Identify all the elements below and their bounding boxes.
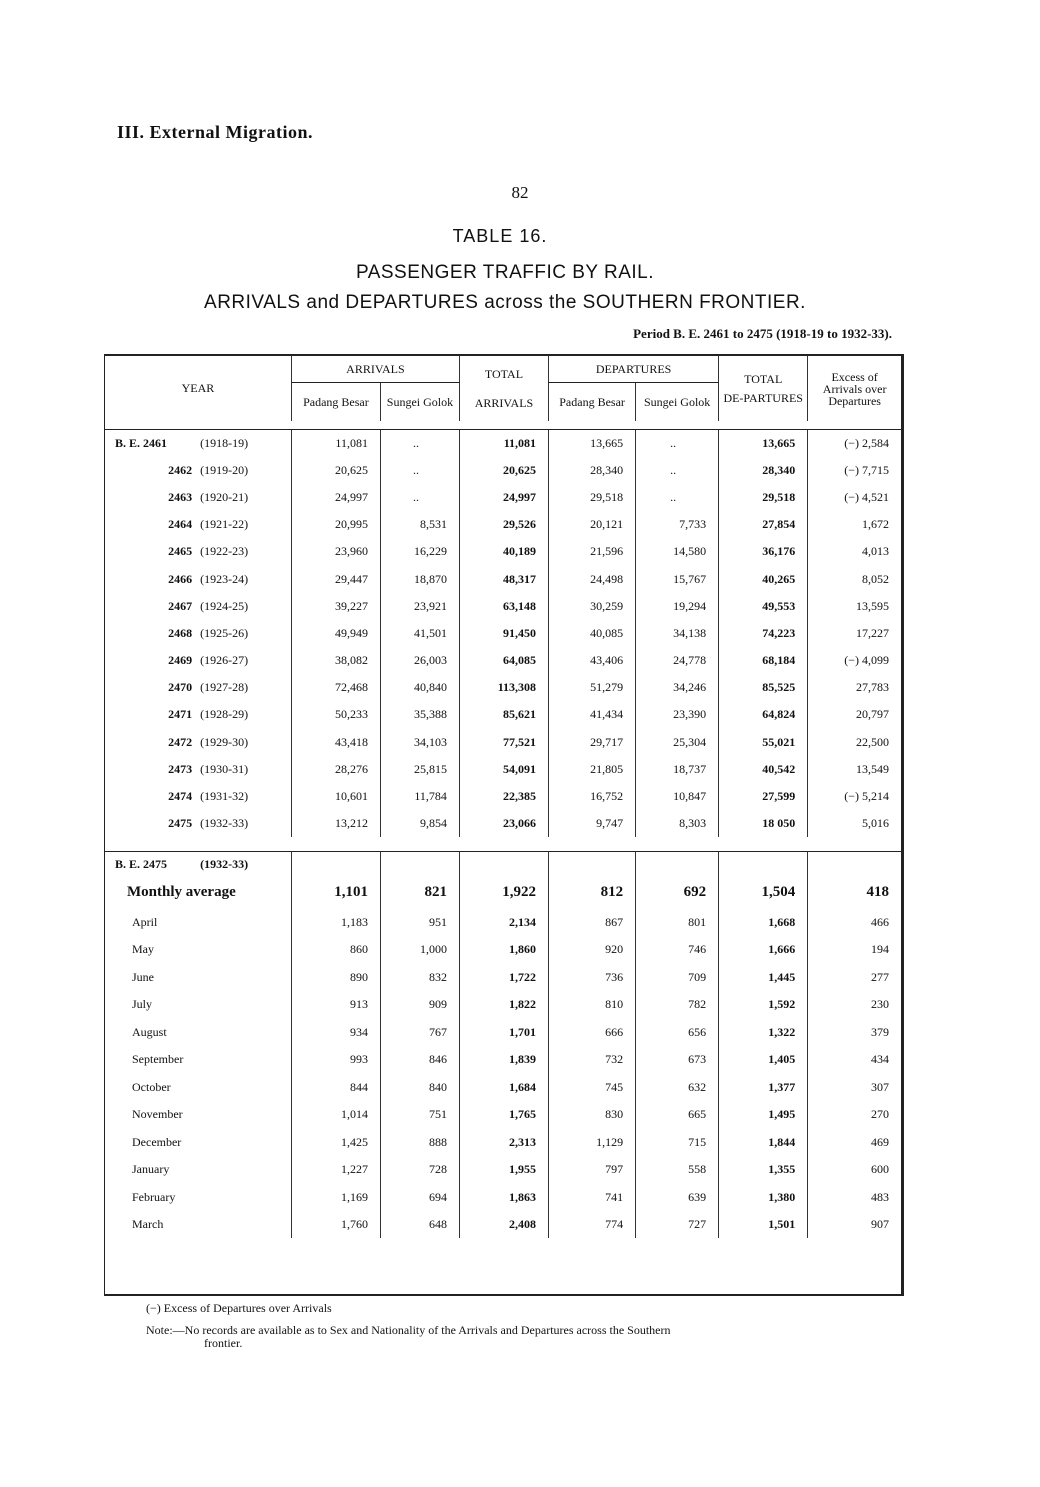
row-period: (1932-33) — [200, 816, 249, 831]
row-period: (1929-30) — [200, 734, 249, 749]
cell-sg-dep: 801 — [636, 908, 719, 936]
cell-tot-dep: 1,355 — [719, 1156, 808, 1184]
header-total-departures — [719, 356, 808, 421]
cell-sg-arr: 18,870 — [380, 565, 459, 592]
cell-sg-arr: 26,003 — [380, 647, 459, 674]
cell-sg-dep: 8,303 — [636, 810, 719, 837]
header-total-departures-top: TOTAL — [744, 371, 783, 386]
cell-pb-arr: 38,082 — [291, 647, 380, 674]
monthly-be: B. E. 2475 — [115, 856, 168, 871]
avg-sg-dep: 692 — [636, 876, 719, 908]
cell-pb-dep: 24,498 — [549, 565, 636, 592]
header-arrivals: ARRIVALS — [291, 356, 459, 383]
cell-sg-dep: 558 — [636, 1156, 719, 1184]
cell-sg-dep: 10,847 — [636, 783, 719, 810]
cell-pb-arr: 934 — [291, 1018, 380, 1046]
table-row — [105, 647, 901, 674]
cell-pb-dep: 29,518 — [549, 484, 636, 511]
cell-excess: 4,013 — [808, 538, 901, 565]
cell-pb-arr: 13,212 — [291, 810, 380, 837]
cell-sg-arr: 40,840 — [380, 674, 459, 701]
cell-tot-arr: 1,765 — [459, 1101, 548, 1129]
cell-tot-dep: 1,844 — [719, 1128, 808, 1156]
cell-pb-arr: 49,949 — [291, 620, 380, 647]
cell-tot-arr: 1,822 — [459, 991, 548, 1019]
cell-excess: 1,672 — [808, 511, 901, 538]
cell-pb-dep: 20,121 — [549, 511, 636, 538]
cell-tot-dep: 1,405 — [719, 1046, 808, 1074]
cell-pb-arr: 1,183 — [291, 908, 380, 936]
monthly-period: (1932-33) — [200, 856, 249, 871]
cell-pb-dep: 9,747 — [549, 810, 636, 837]
row-period: (1924-25) — [200, 598, 249, 613]
cell-pb-dep: 830 — [549, 1101, 636, 1129]
footnote-note — [146, 1324, 886, 1350]
cell-excess: 434 — [808, 1046, 901, 1074]
row-month: December — [132, 1134, 182, 1149]
table-row — [105, 729, 901, 756]
cell-sg-arr: 648 — [380, 1211, 459, 1239]
cell-excess: 600 — [808, 1156, 901, 1184]
cell-pb-dep: 21,596 — [549, 538, 636, 565]
traffic-table — [105, 356, 901, 1238]
cell-excess: 307 — [808, 1073, 901, 1101]
cell-sg-dep: 14,580 — [636, 538, 719, 565]
cell-tot-arr: 1,701 — [459, 1018, 548, 1046]
cell-tot-arr: 24,997 — [459, 484, 548, 511]
avg-sg-arr: 821 — [380, 876, 459, 908]
row-be-year: 2474 — [168, 789, 193, 804]
title-line-1: PASSENGER TRAFFIC BY RAIL. — [355, 262, 655, 283]
cell-tot-dep: 55,021 — [719, 729, 808, 756]
row-month: August — [132, 1024, 167, 1039]
cell-tot-arr: 54,091 — [459, 756, 548, 783]
cell-sg-arr: 751 — [380, 1101, 459, 1129]
cell-sg-dep: 24,778 — [636, 647, 719, 674]
row-month: March — [132, 1217, 164, 1232]
table-row — [105, 457, 901, 484]
cell-sg-dep: 25,304 — [636, 729, 719, 756]
cell-sg-arr: 9,854 — [380, 810, 459, 837]
cell-tot-arr: 2,313 — [459, 1128, 548, 1156]
cell-tot-arr: 48,317 — [459, 565, 548, 592]
table-row — [105, 1101, 901, 1129]
cell-pb-dep: 21,805 — [549, 756, 636, 783]
cell-tot-arr: 1,860 — [459, 936, 548, 964]
cell-excess: 27,783 — [808, 674, 901, 701]
cell-excess: 8,052 — [808, 565, 901, 592]
table-row — [105, 936, 901, 964]
period-note: Period B. E. 2461 to 2475 (1918-19 to 1932-33). — [633, 326, 892, 341]
cell-excess: 17,227 — [808, 620, 901, 647]
footnote-note-line-1: Note:—No records are available as to Sex and Nationality of the Arrivals and Departures across the Southern — [146, 1323, 671, 1337]
table-row — [105, 538, 901, 565]
table-row — [105, 810, 901, 837]
cell-pb-dep: 51,279 — [549, 674, 636, 701]
row-month: September — [132, 1052, 184, 1067]
cell-tot-dep: 64,824 — [719, 701, 808, 728]
cell-pb-arr: 24,997 — [291, 484, 380, 511]
table-row — [105, 1018, 901, 1046]
cell-tot-dep: 1,495 — [719, 1101, 808, 1129]
cell-sg-arr: 728 — [380, 1156, 459, 1184]
cell-excess: (−) 5,214 — [808, 783, 901, 810]
page-number: 82 — [511, 183, 529, 202]
cell-tot-dep: 68,184 — [719, 647, 808, 674]
cell-excess: (−) 7,715 — [808, 457, 901, 484]
cell-tot-dep: 18 050 — [719, 810, 808, 837]
header-sungei-golok-dep: Sungei Golok — [636, 383, 719, 422]
cell-pb-dep: 745 — [549, 1073, 636, 1101]
cell-sg-arr: 694 — [380, 1183, 459, 1211]
row-be-year: 2467 — [168, 598, 193, 613]
row-be-year: 2465 — [168, 544, 193, 559]
row-be-year: 2469 — [168, 653, 193, 668]
cell-sg-arr: .. — [380, 457, 459, 484]
header-sungei-golok-arr: Sungei Golok — [380, 383, 459, 422]
monthly-block — [105, 837, 901, 908]
cell-pb-dep: 774 — [549, 1211, 636, 1239]
cell-excess: (−) 2,584 — [808, 430, 901, 457]
row-be-year: 2466 — [168, 571, 193, 586]
cell-tot-dep: 85,525 — [719, 674, 808, 701]
cell-excess: 13,549 — [808, 756, 901, 783]
cell-pb-dep: 41,434 — [549, 701, 636, 728]
cell-pb-arr: 913 — [291, 991, 380, 1019]
cell-tot-arr: 63,148 — [459, 593, 548, 620]
cell-sg-arr: .. — [380, 484, 459, 511]
cell-pb-dep: 741 — [549, 1183, 636, 1211]
row-period: (1930-31) — [200, 761, 249, 776]
cell-pb-arr: 50,233 — [291, 701, 380, 728]
table-row — [105, 1046, 901, 1074]
row-be-year: 2471 — [168, 707, 193, 722]
cell-pb-arr: 43,418 — [291, 729, 380, 756]
row-month: May — [132, 942, 154, 957]
cell-sg-dep: 727 — [636, 1211, 719, 1239]
cell-sg-arr: 41,501 — [380, 620, 459, 647]
cell-excess: 907 — [808, 1211, 901, 1239]
cell-sg-arr: 767 — [380, 1018, 459, 1046]
cell-sg-dep: 656 — [636, 1018, 719, 1046]
cell-pb-dep: 29,717 — [549, 729, 636, 756]
cell-sg-dep: 673 — [636, 1046, 719, 1074]
cell-pb-dep: 16,752 — [549, 783, 636, 810]
cell-sg-dep: 782 — [636, 991, 719, 1019]
avg-pb-arr: 1,101 — [291, 876, 380, 908]
cell-tot-arr: 22,385 — [459, 783, 548, 810]
cell-sg-arr: 909 — [380, 991, 459, 1019]
cell-excess: 13,595 — [808, 593, 901, 620]
table-row — [105, 701, 901, 728]
row-period: (1922-23) — [200, 544, 249, 559]
cell-tot-dep: 27,854 — [719, 511, 808, 538]
cell-sg-dep: 15,767 — [636, 565, 719, 592]
cell-pb-arr: 1,014 — [291, 1101, 380, 1129]
cell-sg-dep: 746 — [636, 936, 719, 964]
cell-sg-dep: .. — [636, 484, 719, 511]
cell-sg-dep: 34,138 — [636, 620, 719, 647]
cell-excess: 277 — [808, 963, 901, 991]
cell-pb-dep: 810 — [549, 991, 636, 1019]
cell-sg-arr: 8,531 — [380, 511, 459, 538]
cell-tot-arr: 1,684 — [459, 1073, 548, 1101]
cell-tot-arr: 77,521 — [459, 729, 548, 756]
cell-pb-dep: 40,085 — [549, 620, 636, 647]
cell-excess: 194 — [808, 936, 901, 964]
row-month: February — [132, 1189, 176, 1204]
row-month: July — [132, 997, 153, 1012]
cell-pb-arr: 1,169 — [291, 1183, 380, 1211]
cell-pb-arr: 28,276 — [291, 756, 380, 783]
cell-pb-arr: 1,425 — [291, 1128, 380, 1156]
row-period: (1927-28) — [200, 680, 249, 695]
cell-tot-dep: 27,599 — [719, 783, 808, 810]
row-be-year: 2473 — [168, 761, 193, 776]
cell-sg-arr: 11,784 — [380, 783, 459, 810]
avg-tot-dep: 1,504 — [719, 876, 808, 908]
cell-sg-arr: 888 — [380, 1128, 459, 1156]
cell-tot-arr: 2,408 — [459, 1211, 548, 1239]
table-row — [105, 1156, 901, 1184]
row-period: (1918-19) — [200, 435, 249, 450]
cell-tot-dep: 40,542 — [719, 756, 808, 783]
avg-excess: 418 — [808, 876, 901, 908]
cell-pb-arr: 1,760 — [291, 1211, 380, 1239]
cell-tot-dep: 1,380 — [719, 1183, 808, 1211]
row-period: (1931-32) — [200, 789, 249, 804]
cell-tot-dep: 1,668 — [719, 908, 808, 936]
cell-sg-arr: 840 — [380, 1073, 459, 1101]
cell-tot-dep: 1,592 — [719, 991, 808, 1019]
row-period: (1920-21) — [200, 489, 249, 504]
cell-tot-dep: 28,340 — [719, 457, 808, 484]
avg-tot-arr: 1,922 — [459, 876, 548, 908]
monthly-rows — [105, 908, 901, 1238]
cell-excess: 379 — [808, 1018, 901, 1046]
cell-tot-arr: 2,134 — [459, 908, 548, 936]
row-be-year: 2470 — [168, 680, 193, 695]
cell-sg-dep: 715 — [636, 1128, 719, 1156]
header-departures: DEPARTURES — [549, 356, 719, 383]
row-be-year: 2462 — [168, 462, 193, 477]
cell-pb-arr: 20,625 — [291, 457, 380, 484]
row-month: January — [132, 1162, 170, 1177]
cell-tot-arr: 1,955 — [459, 1156, 548, 1184]
cell-sg-dep: 23,390 — [636, 701, 719, 728]
cell-pb-arr: 993 — [291, 1046, 380, 1074]
cell-pb-arr: 72,468 — [291, 674, 380, 701]
table-row — [105, 430, 901, 457]
cell-tot-dep: 40,265 — [719, 565, 808, 592]
header-year: YEAR — [181, 381, 215, 395]
header-total-departures-bottom: DE-PARTURES — [723, 390, 803, 405]
cell-pb-arr: 23,960 — [291, 538, 380, 565]
cell-pb-arr: 890 — [291, 963, 380, 991]
cell-pb-dep: 797 — [549, 1156, 636, 1184]
table-row — [105, 1211, 901, 1239]
cell-tot-dep: 1,445 — [719, 963, 808, 991]
cell-pb-dep: 13,665 — [549, 430, 636, 457]
table-row — [105, 674, 901, 701]
table-row — [105, 963, 901, 991]
cell-sg-arr: 25,815 — [380, 756, 459, 783]
cell-pb-dep: 732 — [549, 1046, 636, 1074]
cell-sg-dep: 639 — [636, 1183, 719, 1211]
row-be-year: B. E. 2461 — [115, 435, 168, 450]
cell-excess: (−) 4,099 — [808, 647, 901, 674]
row-be-year: 2468 — [168, 625, 193, 640]
cell-excess: 469 — [808, 1128, 901, 1156]
cell-sg-arr: .. — [380, 430, 459, 457]
avg-pb-dep: 812 — [549, 876, 636, 908]
cell-tot-arr: 85,621 — [459, 701, 548, 728]
cell-excess: 22,500 — [808, 729, 901, 756]
row-be-year: 2463 — [168, 489, 193, 504]
cell-sg-dep: 709 — [636, 963, 719, 991]
cell-tot-arr: 113,308 — [459, 674, 548, 701]
header-padang-besar-arr: Padang Besar — [291, 383, 380, 422]
table-row — [105, 565, 901, 592]
table-row — [105, 484, 901, 511]
cell-pb-dep: 666 — [549, 1018, 636, 1046]
cell-sg-dep: .. — [636, 430, 719, 457]
cell-pb-arr: 860 — [291, 936, 380, 964]
cell-tot-arr: 29,526 — [459, 511, 548, 538]
cell-excess: 483 — [808, 1183, 901, 1211]
cell-sg-arr: 951 — [380, 908, 459, 936]
cell-pb-arr: 11,081 — [291, 430, 380, 457]
cell-sg-arr: 846 — [380, 1046, 459, 1074]
row-period: (1926-27) — [200, 653, 249, 668]
table-row — [105, 593, 901, 620]
cell-pb-arr: 20,995 — [291, 511, 380, 538]
cell-sg-arr: 1,000 — [380, 936, 459, 964]
cell-sg-dep: 19,294 — [636, 593, 719, 620]
cell-pb-arr: 10,601 — [291, 783, 380, 810]
cell-tot-arr: 91,450 — [459, 620, 548, 647]
monthly-average-label: Monthly average — [127, 883, 236, 900]
cell-tot-arr: 1,722 — [459, 963, 548, 991]
cell-pb-arr: 844 — [291, 1073, 380, 1101]
cell-sg-dep: 632 — [636, 1073, 719, 1101]
row-be-year: 2472 — [168, 734, 193, 749]
cell-excess: 270 — [808, 1101, 901, 1129]
header-total-arrivals-top: TOTAL — [484, 366, 524, 381]
cell-tot-dep: 13,665 — [719, 430, 808, 457]
cell-tot-arr: 23,066 — [459, 810, 548, 837]
header-excess: Excess of Arrivals over Departures — [808, 356, 901, 421]
cell-sg-dep: 665 — [636, 1101, 719, 1129]
row-be-year: 2464 — [168, 517, 193, 532]
table-row — [105, 783, 901, 810]
cell-tot-arr: 1,839 — [459, 1046, 548, 1074]
cell-sg-arr: 16,229 — [380, 538, 459, 565]
row-month: October — [132, 1079, 171, 1094]
cell-pb-arr: 1,227 — [291, 1156, 380, 1184]
cell-pb-dep: 867 — [549, 908, 636, 936]
cell-excess: 466 — [808, 908, 901, 936]
cell-sg-dep: 7,733 — [636, 511, 719, 538]
cell-excess: 20,797 — [808, 701, 901, 728]
table-row — [105, 1073, 901, 1101]
row-period: (1919-20) — [200, 462, 249, 477]
cell-sg-dep: 18,737 — [636, 756, 719, 783]
cell-pb-dep: 28,340 — [549, 457, 636, 484]
row-period: (1925-26) — [200, 625, 249, 640]
yearly-rows — [105, 430, 901, 838]
cell-tot-arr: 20,625 — [459, 457, 548, 484]
section-heading: III. External Migration. — [117, 122, 313, 142]
cell-tot-dep: 1,501 — [719, 1211, 808, 1239]
cell-sg-arr: 34,103 — [380, 729, 459, 756]
footnote-note-line-2: frontier. — [204, 1336, 243, 1350]
table-row — [105, 1183, 901, 1211]
cell-sg-arr: 23,921 — [380, 593, 459, 620]
cell-pb-dep: 30,259 — [549, 593, 636, 620]
row-period: (1928-29) — [200, 707, 249, 722]
cell-tot-dep: 1,666 — [719, 936, 808, 964]
cell-tot-dep: 74,223 — [719, 620, 808, 647]
header-total-arrivals-bottom: ARRIVALS — [474, 395, 534, 410]
cell-excess: (−) 4,521 — [808, 484, 901, 511]
row-month: April — [132, 914, 158, 929]
cell-tot-dep: 1,322 — [719, 1018, 808, 1046]
cell-sg-arr: 832 — [380, 963, 459, 991]
cell-tot-dep: 29,518 — [719, 484, 808, 511]
cell-excess: 230 — [808, 991, 901, 1019]
row-period: (1921-22) — [200, 517, 249, 532]
row-period: (1923-24) — [200, 571, 249, 586]
cell-tot-arr: 11,081 — [459, 430, 548, 457]
cell-pb-dep: 920 — [549, 936, 636, 964]
table-title: TABLE 16. — [452, 226, 548, 246]
cell-pb-arr: 39,227 — [291, 593, 380, 620]
cell-tot-dep: 36,176 — [719, 538, 808, 565]
cell-pb-dep: 736 — [549, 963, 636, 991]
cell-tot-arr: 64,085 — [459, 647, 548, 674]
table-row — [105, 991, 901, 1019]
row-be-year: 2475 — [168, 816, 193, 831]
cell-pb-dep: 1,129 — [549, 1128, 636, 1156]
table-row — [105, 908, 901, 936]
cell-tot-arr: 40,189 — [459, 538, 548, 565]
table-row — [105, 756, 901, 783]
row-month: June — [132, 969, 154, 984]
cell-excess: 5,016 — [808, 810, 901, 837]
cell-tot-dep: 1,377 — [719, 1073, 808, 1101]
row-month: November — [132, 1107, 183, 1122]
cell-sg-dep: 34,246 — [636, 674, 719, 701]
header-total-arrivals — [459, 356, 548, 421]
table-row — [105, 1128, 901, 1156]
cell-tot-arr: 1,863 — [459, 1183, 548, 1211]
footnote-minus: (−) Excess of Departures over Arrivals — [146, 1301, 332, 1315]
table-row — [105, 620, 901, 647]
table-row — [105, 511, 901, 538]
header-padang-besar-dep: Padang Besar — [549, 383, 636, 422]
cell-tot-dep: 49,553 — [719, 593, 808, 620]
cell-pb-dep: 43,406 — [549, 647, 636, 674]
cell-sg-dep: .. — [636, 457, 719, 484]
cell-pb-arr: 29,447 — [291, 565, 380, 592]
cell-sg-arr: 35,388 — [380, 701, 459, 728]
title-line-2: ARRIVALS and DEPARTURES across the SOUTHERN FRONTIER. — [204, 292, 806, 313]
traffic-table-frame — [104, 354, 904, 1296]
